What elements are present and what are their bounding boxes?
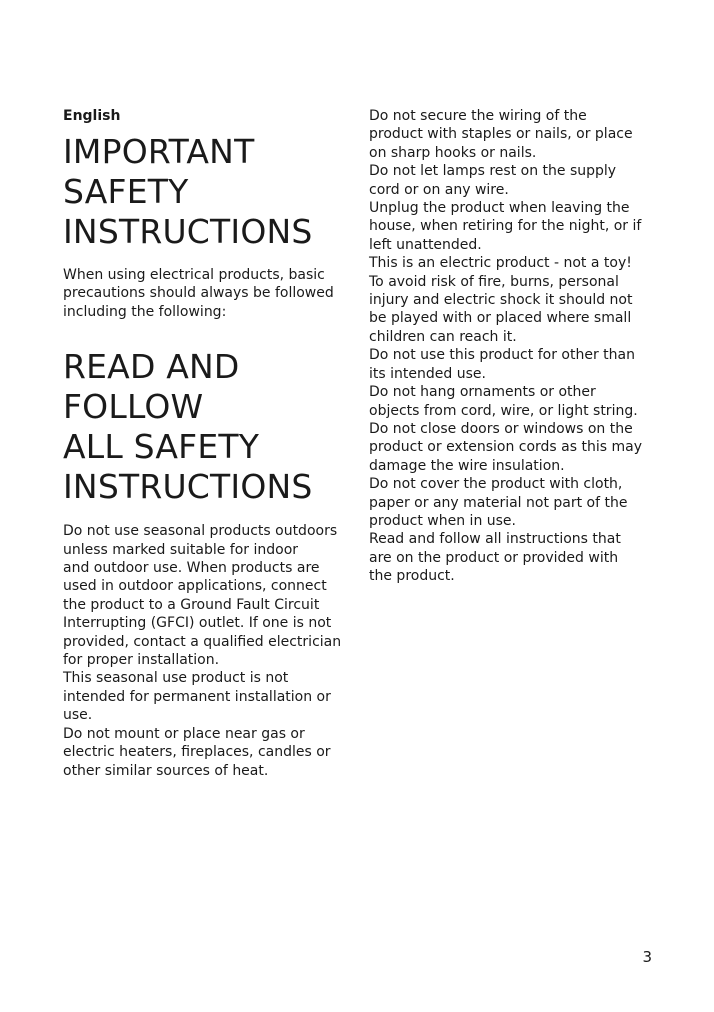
text-line: This is an electric product - not a toy! <box>369 255 632 272</box>
text-line: on sharp hooks or nails. <box>369 144 537 161</box>
text-line: injury and electric shock it should not <box>369 292 633 309</box>
text-line: the product. <box>369 568 455 585</box>
title-read-and-follow <box>63 347 349 507</box>
text-line: Do not let lamps rest on the supply <box>369 163 617 180</box>
text-line: Read and follow all instructions that <box>369 531 621 548</box>
text-line: Do not use this product for other than <box>369 347 635 364</box>
text-line: Interrupting (GFCI) outlet. If one is not <box>63 615 332 632</box>
text-line: provided, contact a qualified electrician <box>63 633 342 650</box>
text-line: Do not hang ornaments or other <box>369 384 596 401</box>
text-line: Do not use seasonal products outdoors <box>63 523 338 540</box>
left-instructions <box>63 522 349 780</box>
text-line: product with staples or nails, or place <box>369 126 633 143</box>
text-line: including the following: <box>63 303 227 320</box>
text-line: Do not mount or place near gas or <box>63 725 305 742</box>
text-line: objects from cord, wire, or light string. <box>369 402 638 419</box>
left-column <box>63 107 349 780</box>
text-line: for proper installation. <box>63 652 220 669</box>
text-line: intended for permanent installation or <box>63 688 331 705</box>
text-line: Do not secure the wiring of the <box>369 108 587 124</box>
title-line: INSTRUCTIONS <box>63 212 313 251</box>
title-important-safety-instructions <box>63 132 349 252</box>
title-line: INSTRUCTIONS <box>63 467 313 507</box>
title-line: READ AND <box>63 347 240 387</box>
text-line: and outdoor use. When products are <box>63 560 320 577</box>
intro-paragraph <box>63 266 349 321</box>
text-line: This seasonal use product is not <box>63 670 289 687</box>
text-line: use. <box>63 707 93 724</box>
text-line: the product to a Ground Fault Circuit <box>63 596 320 613</box>
text-line: cord or on any wire. <box>369 181 509 198</box>
text-line: other similar sources of heat. <box>63 762 269 779</box>
text-line: are on the product or provided with <box>369 549 619 566</box>
text-line: unless marked suitable for indoor <box>63 541 299 558</box>
text-line: children can reach it. <box>369 328 517 345</box>
text-line: precautions should always be followed <box>63 285 334 302</box>
text-line: Do not cover the product with cloth, <box>369 476 623 493</box>
title-line: IMPORTANT <box>63 132 255 171</box>
text-line: paper or any material not part of the <box>369 494 628 511</box>
text-line: its intended use. <box>369 365 486 382</box>
text-line: product or extension cords as this may <box>369 439 642 456</box>
title-line: SAFETY <box>63 172 189 211</box>
text-line: used in outdoor applications, connect <box>63 578 327 595</box>
language-label: English <box>63 108 121 124</box>
text-line: left unattended. <box>369 236 482 253</box>
text-line: house, when retiring for the night, or if <box>369 218 642 235</box>
text-line: When using electrical products, basic <box>63 267 325 283</box>
text-line: electric heaters, fireplaces, candles or <box>63 744 331 761</box>
right-column <box>369 107 653 586</box>
title-line: ALL SAFETY <box>63 427 260 467</box>
right-instructions <box>369 107 653 586</box>
text-line: damage the wire insulation. <box>369 457 565 474</box>
title-line: FOLLOW <box>63 387 204 427</box>
text-line: To avoid risk of fire, burns, personal <box>369 273 619 290</box>
text-line: product when in use. <box>369 512 516 529</box>
page-number: 3 <box>642 948 652 966</box>
text-line: Unplug the product when leaving the <box>369 200 630 217</box>
text-line: be played with or placed where small <box>369 310 632 327</box>
text-line: Do not close doors or windows on the <box>369 420 633 437</box>
